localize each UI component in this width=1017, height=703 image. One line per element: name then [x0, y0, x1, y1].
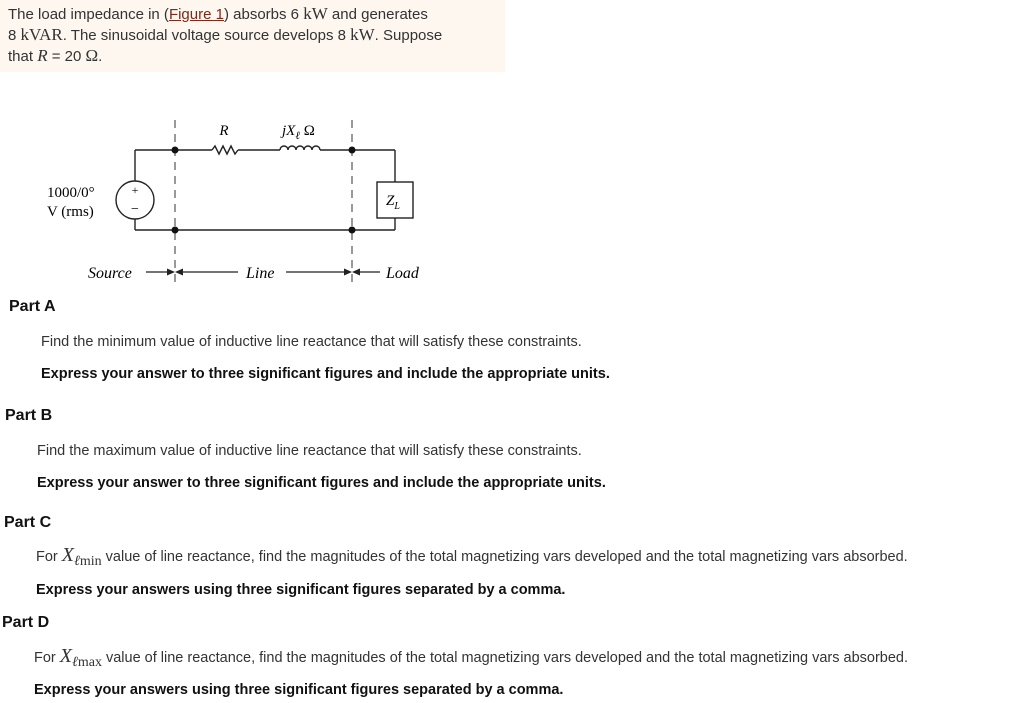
unit-kvar: kVAR	[20, 25, 63, 44]
junction-dot	[349, 227, 356, 234]
junction-dot	[172, 147, 179, 154]
junction-dot	[172, 227, 179, 234]
unit-ohm: Ω	[85, 46, 99, 65]
problem-line-3	[8, 46, 497, 67]
intro-text: 8	[8, 27, 21, 44]
source-value-label: 1000/0°	[47, 185, 95, 201]
arrow-head	[352, 269, 360, 276]
figure-1-link[interactable]: Figure 1	[168, 6, 224, 23]
load-label: $Z_L$	[386, 193, 400, 212]
part-b-title: Part B	[5, 407, 53, 424]
arrow-head	[175, 269, 183, 276]
inductor-symbol	[280, 146, 320, 150]
section-load-label: Load	[386, 265, 419, 282]
circuit-figure	[40, 110, 460, 290]
source-plus: +	[131, 183, 139, 197]
part-a-instruction: Express your answer to three significant figures and include the appropriate units.	[41, 366, 610, 382]
part-c-title: Part C	[4, 514, 52, 531]
intro-text: = 20	[47, 48, 86, 65]
resistor-label: R	[219, 123, 229, 139]
intro-text: . The sinusoidal voltage source develops 8	[62, 27, 351, 44]
problem-line-1	[8, 4, 497, 25]
variable-x: X	[59, 645, 72, 667]
intro-text: ) absorbs 6	[223, 6, 304, 23]
arrow-head	[167, 269, 175, 276]
problem-line-2	[8, 25, 497, 46]
variable-x: X	[61, 544, 74, 566]
arrow-head	[344, 269, 352, 276]
source-units-label: V (rms)	[47, 204, 94, 220]
intro-text: . Suppose	[374, 27, 443, 44]
intro-text: that	[8, 48, 38, 65]
question-text: value of line reactance, find the magnitudes of the total magnetizing vars developed and the total magnetizing vars absorbed.	[101, 650, 909, 666]
variable-r: R	[37, 46, 48, 65]
problem-statement	[0, 0, 505, 72]
part-d-title: Part D	[2, 614, 50, 631]
part-b-question: Find the maximum value of inductive line reactance that will satisfy these constraints.	[37, 443, 582, 459]
resistor-symbol	[212, 146, 238, 154]
part-c-instruction: Express your answers using three significant figures separated by a comma.	[36, 582, 566, 598]
part-a-question: Find the minimum value of inductive line reactance that will satisfy these constraints.	[41, 334, 582, 350]
part-d-instruction: Express your answers using three significant figures separated by a comma.	[34, 682, 564, 698]
part-a-title: Part A	[9, 298, 56, 315]
intro-text: and generates	[327, 6, 428, 23]
part-c-question	[36, 544, 908, 567]
section-source-label: Source	[88, 265, 132, 282]
variable-subscript: ℓmin	[74, 554, 102, 569]
unit-kw: kW	[350, 25, 375, 44]
section-line-label: Line	[246, 265, 275, 282]
intro-text: The load impedance in (	[8, 6, 169, 23]
load-impedance-box	[377, 182, 413, 218]
reactance-label: $jX_\ell$ Ω	[282, 123, 315, 142]
intro-text: .	[98, 48, 103, 65]
part-d-question	[34, 645, 908, 668]
junction-dot	[349, 147, 356, 154]
part-b-instruction: Express your answer to three significant figures and include the appropriate units.	[37, 475, 606, 491]
question-text: value of line reactance, find the magnitudes of the total magnetizing vars developed and the total magnetizing vars absorbed.	[101, 549, 908, 565]
source-minus: −	[131, 202, 139, 217]
unit-kw: kW	[303, 4, 328, 23]
question-text: For	[34, 650, 60, 666]
variable-subscript: ℓmax	[72, 655, 102, 670]
question-text: For	[36, 549, 62, 565]
